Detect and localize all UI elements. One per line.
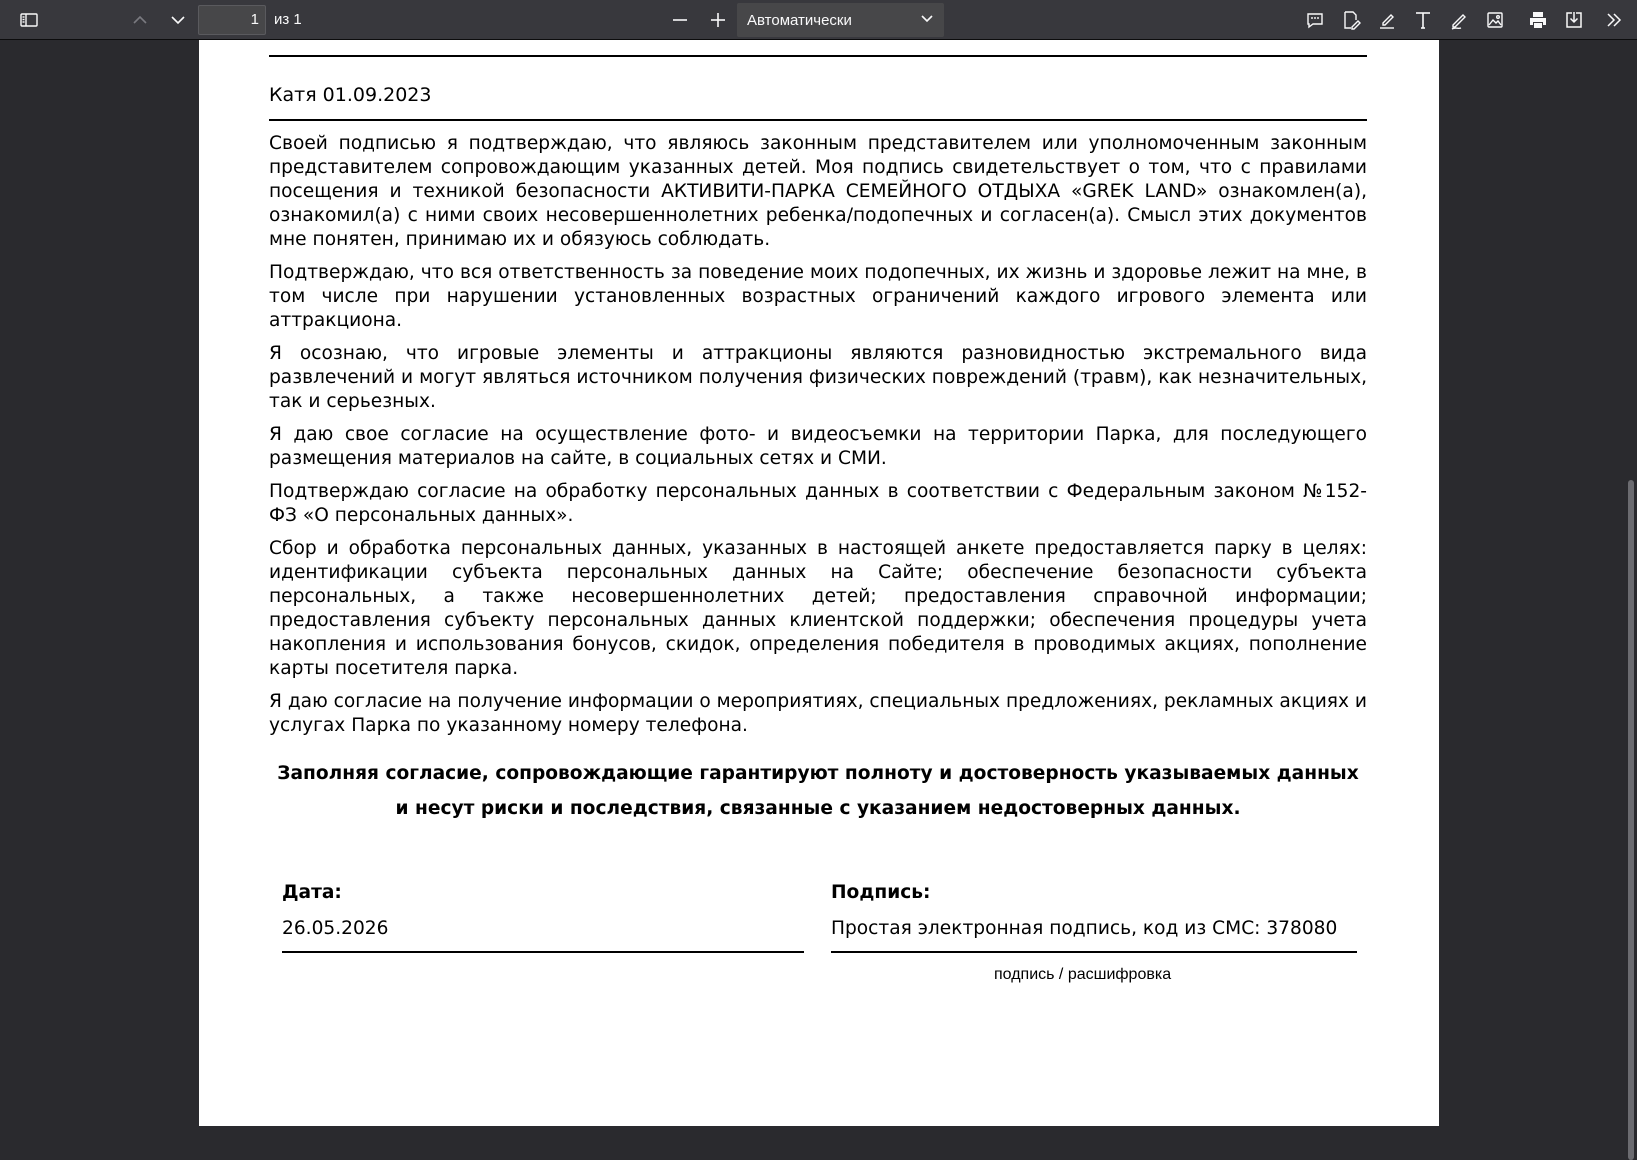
zoom-select-value: Автоматически bbox=[747, 11, 852, 29]
signature-caption: подпись / расшифровка bbox=[994, 966, 1172, 983]
zoom-select[interactable] bbox=[737, 3, 944, 37]
signature-icon[interactable] bbox=[1335, 4, 1367, 36]
chevron-down-icon[interactable] bbox=[162, 4, 194, 36]
name-divider bbox=[269, 119, 1367, 121]
page-number-input[interactable]: 1 bbox=[198, 5, 266, 35]
signature-underline bbox=[831, 951, 1357, 953]
image-icon[interactable] bbox=[1479, 4, 1511, 36]
notice-line-2: и несут риски и последствия, связанные с указанием недостоверных данных. bbox=[395, 798, 1241, 819]
consent-paragraph: Своей подписью я подтверждаю, что являюсь законным представителем или уполномоченным законным представителем сопровождающим указанных детей. Моя подпись свидетельствует о том, что с правилами посещения и техникой безопасности АКТИВИТИ-ПАРКА СЕМЕЙНОГО ОТДЫХА «GREK LAND» ознакомлен(а), ознакомил(а) с ними своих несовершеннолетних ребенка/подопечных и согласен(а). Смысл этих документов мне понятен, принимаю их и обязуюсь соблюдать. bbox=[269, 133, 1367, 250]
date-value: 26.05.2026 bbox=[282, 918, 389, 939]
pdf-toolbar bbox=[0, 0, 1637, 40]
double-chevron-right-icon[interactable] bbox=[1598, 4, 1630, 36]
signature-block bbox=[831, 881, 1357, 953]
consent-paragraph: Сбор и обработка персональных данных, указанных в настоящей анкете предоставляется парку в целях: идентификации субъекта персональных данных на Сайте; обеспечение безопасности субъекта персональных, а также несовершеннолетних детей; предоставления справочной информации; предоставления субъекту персональных данных клиентской поддержки; обеспечения процедуры учета накопления и использования бонусов, скидок, определения победителя в проводимых акциях, пополнение карты посетителя парка. bbox=[269, 538, 1367, 679]
consent-paragraph: Подтверждаю, что вся ответственность за поведение моих подопечных, их жизнь и здоровье лежит на мне, в том числе при нарушении установленных возрастных ограничений каждого игрового элемента или аттракциона. bbox=[269, 262, 1367, 331]
date-underline bbox=[282, 951, 804, 953]
minus-icon[interactable] bbox=[664, 4, 696, 36]
page-total-label: из 1 bbox=[274, 11, 302, 28]
text-icon[interactable] bbox=[1407, 4, 1439, 36]
vertical-scrollbar[interactable] bbox=[1625, 40, 1637, 1137]
consent-paragraph: Я осознаю, что игровые элементы и аттракционы являются разновидностью экстремального вида развлечений и могут являться источником получения физических повреждений (травм), как незначительных, так и серьезных. bbox=[269, 343, 1367, 412]
draw-icon[interactable] bbox=[1443, 4, 1475, 36]
guarantee-notice bbox=[269, 756, 1367, 826]
save-icon[interactable] bbox=[1558, 4, 1590, 36]
consent-paragraph: Я даю согласие на получение информации о мероприятиях, специальных предложениях, рекламных акциях и услугах Парка по указанному номеру телефона. bbox=[269, 691, 1367, 736]
date-block bbox=[282, 881, 804, 953]
plus-icon[interactable] bbox=[702, 4, 734, 36]
notice-line-1: Заполняя согласие, сопровождающие гарантируют полноту и достоверность указываемых данных bbox=[277, 763, 1359, 784]
name-date-line: Катя 01.09.2023 bbox=[269, 84, 432, 106]
chevron-up-icon[interactable] bbox=[124, 4, 156, 36]
consent-text bbox=[269, 132, 1367, 747]
signature-label: Подпись: bbox=[831, 882, 931, 903]
consent-paragraph: Я даю свое согласие на осуществление фото- и видеосъемки на территории Парка, для последующего размещения материалов на сайте, в социальных сетях и СМИ. bbox=[269, 424, 1367, 469]
consent-paragraph: Подтверждаю согласие на обработку персональных данных в соответствии с Федеральным законом №152-ФЗ «О персональных данных». bbox=[269, 481, 1367, 526]
document-page bbox=[199, 40, 1439, 1126]
highlight-icon[interactable] bbox=[1371, 4, 1403, 36]
chevron-down-icon bbox=[920, 11, 934, 29]
date-label: Дата: bbox=[282, 882, 342, 903]
comment-icon[interactable] bbox=[1299, 4, 1331, 36]
scrollbar-thumb[interactable] bbox=[1628, 480, 1634, 1160]
top-divider bbox=[269, 55, 1367, 57]
sidebar-toggle-icon[interactable] bbox=[13, 4, 45, 36]
signature-value: Простая электронная подпись, код из СМС: 378080 bbox=[831, 918, 1338, 939]
print-icon[interactable] bbox=[1522, 4, 1554, 36]
